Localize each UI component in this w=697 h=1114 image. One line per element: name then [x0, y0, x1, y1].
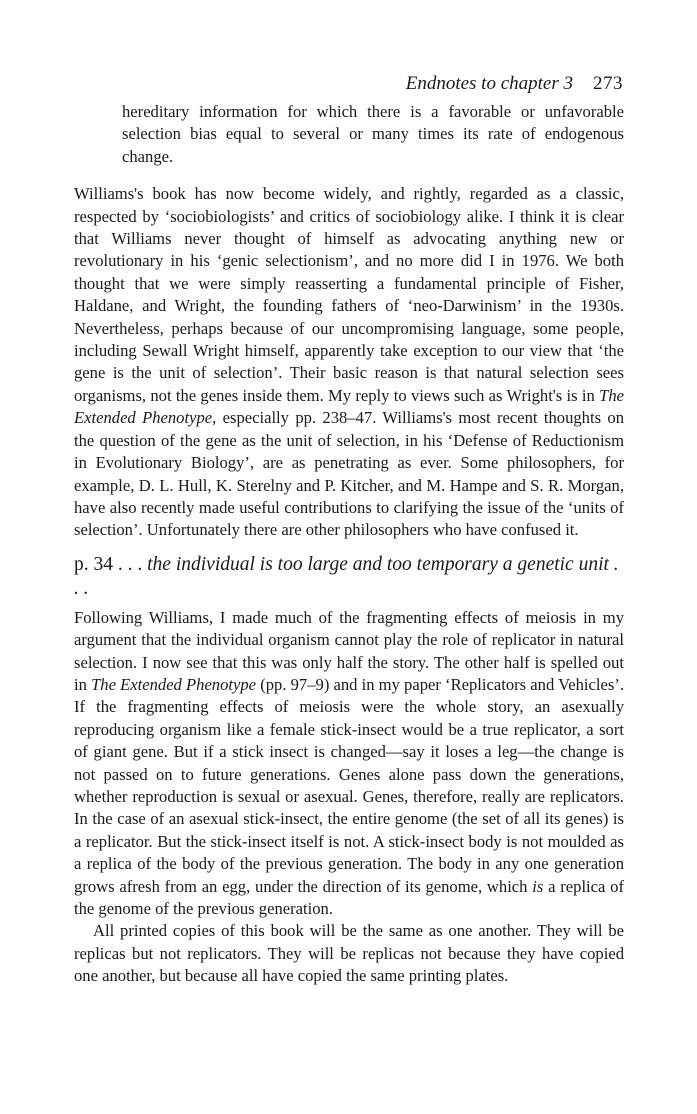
endnote-quoted-phrase: the individual is too large and too temporary a genetic unit . . .	[74, 553, 619, 599]
paragraph-text: , especially pp. 238–47. Williams's most recent thoughts on the question of the gene as the unit of selection, in his ‘Defense of Reductionism in Evolutionary Biology’, are as penetrating as ever. Some philosophers, for example, D. L. Hull, K. Sterelny and P. Kitcher, and M. Hampe and S. R. Morgan, have also recently made useful contributions to clarifying the issue of the ‘units of selection’. Unfortunately there are other philosophers who have confused it.	[74, 408, 624, 540]
emphasis-word: is	[532, 876, 544, 896]
book-title: The Extended Phenotype	[91, 674, 257, 694]
endnote-page-ref: p. 34 . . .	[74, 553, 148, 575]
running-head-title: Endnotes to chapter 3	[405, 73, 573, 94]
paragraph-text: Williams's book has now become widely, and rightly, regarded as a classic, respected by ‘sociobiologists’ and critics of sociobiology alike. I think it is clear that Williams never thought of himself as advocating anything new or revolutionary in his ‘genic selectionism’, and no more did I in 1976. We both thought that we were simply reasserting a fundamental principle of Fisher, Haldane, and Wright, the founding fathers of ‘neo-Darwinism’ in the 1930s. Nevertheless, perhaps because of our uncompromising language, some people, including Sewall Wright himself, apparently take exception to our view that ‘the gene is the unit of selection’. Their basic reason is that natural selection sees organisms, not the genes inside them. My reply to views such as Wright's is in	[74, 184, 624, 405]
page-number: 273	[593, 73, 623, 94]
endnote-heading	[74, 553, 624, 601]
paragraph-genic-selectionism	[74, 183, 624, 542]
paragraph-printed-copies: All printed copies of this book will be the same as one another. They will be replicas but not replicators. They will be replicas not because they have copied one another, but because all have copied the same printing plates.	[74, 921, 624, 986]
paragraph-text: a replica of the genome of the previous generation.	[74, 876, 624, 918]
block-quote: hereditary information for which there is a favorable or unfavorable selection bias equal to several or many times its rate of endogenous change.	[122, 102, 624, 166]
paragraph-text: (pp. 97–9) and in my paper ‘Replicators and Vehicles’. If the fragmenting effects of meiosis were the whole story, an asexually reproducing organism like a female stick-insect would be a true replicator, a sort of giant gene. But if a stick insect is changed—say it loses a leg—the change is not passed on to future generations. Genes alone pass down the generations, whether reproduction is sexual or asexual. Genes, therefore, really are replicators. In the case of an asexual stick-insect, the entire genome (the set of all its genes) is a replicator. But the stick-insect itself is not. A stick-insect body is not moulded as a replica of the body of the previous generation. The body in any one generation grows afresh from an egg, under the direction of its genome, which	[74, 674, 624, 896]
running-head	[406, 72, 623, 96]
paragraph-replicators	[74, 607, 624, 921]
book-title: The Extended Phenotype	[74, 385, 624, 428]
page-body	[74, 101, 624, 988]
paragraph-text: Following Williams, I made much of the fragmenting effects of meiosis in my argument that the individual organism cannot play the role of replicator in natural selection. I now see that this was only half the story. The other half is spelled out in	[74, 607, 624, 694]
